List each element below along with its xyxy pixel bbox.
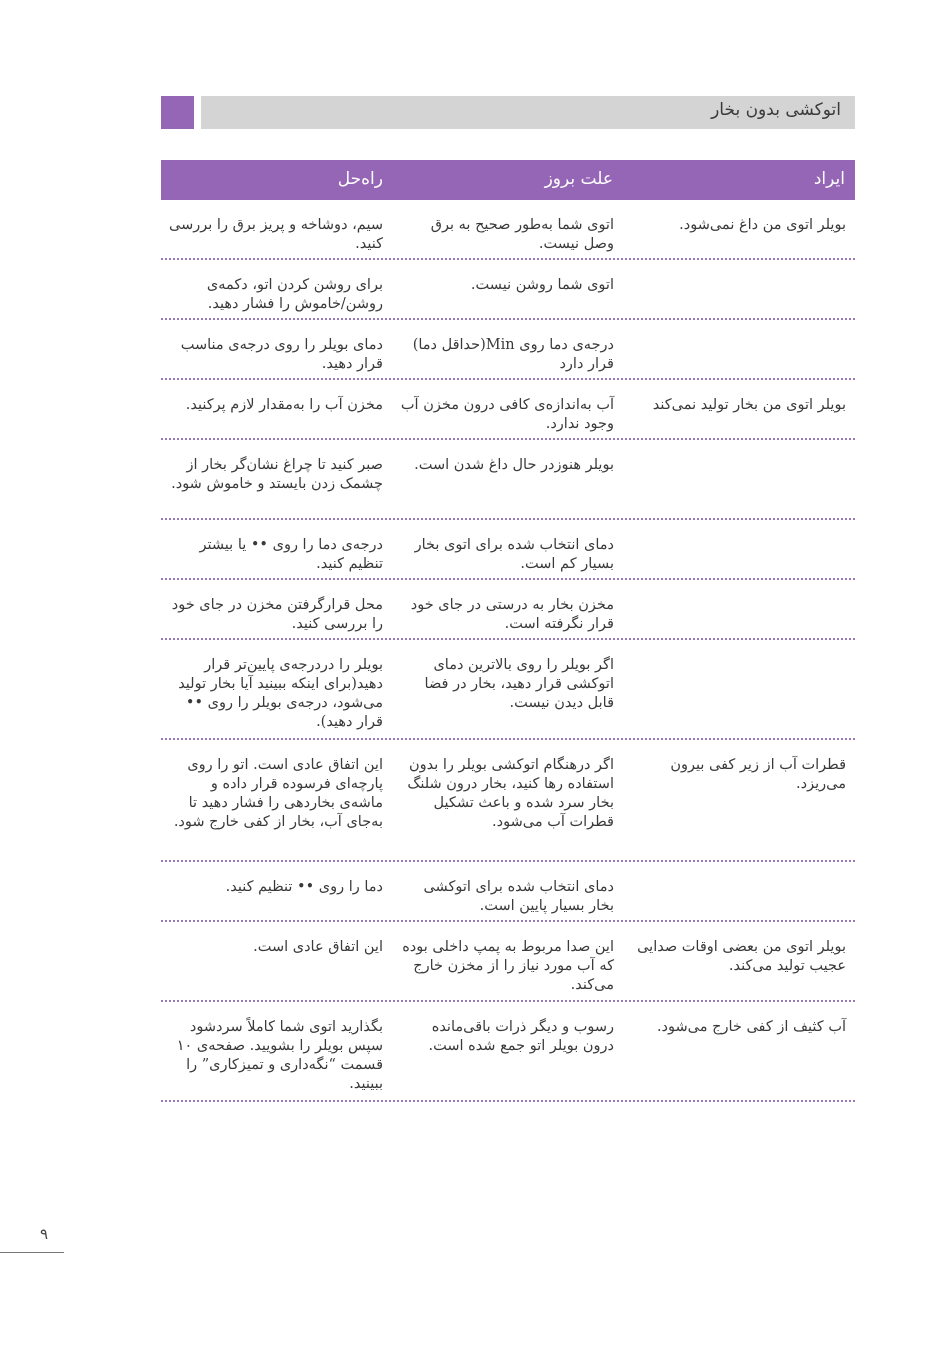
cause-cell: درجه‌ی دما روی Min(حداقل دما) قرار دارد <box>412 337 614 372</box>
solution-cell: بگذارید اتوی شما کاملاً سردشود سپس بویلر را بشویید. صفحه‌ی ۱۰ قسمت “نگه‌داری و تمیزکاری” را ببینید. <box>176 1019 383 1092</box>
section-title: اتوکشی بدون بخار <box>711 100 841 120</box>
header-issue: ایراد <box>813 169 845 189</box>
table-row <box>161 200 855 260</box>
solution-cell: برای روشن کردن اتو، دکمه‌ی روشن/خاموش را فشار دهید. <box>206 277 383 312</box>
table-row <box>161 380 855 440</box>
header-solution: راه‌حل <box>337 169 383 189</box>
cause-cell: دمای انتخاب شده برای اتوکشی بخار بسیار پایین است. <box>423 879 614 914</box>
table-row <box>161 580 855 640</box>
section-title-bar <box>201 96 855 129</box>
solution-cell: این اتفاق عادی است. اتو را روی پارچه‌ای فرسوده قرار داده و ماشه‌ی بخاردهی را فشار دهید تا به‌جای آب، بخار از کفی خارج شود. <box>173 757 383 830</box>
cause-cell: بویلر هنوزدر حال داغ شدن است. <box>414 457 614 473</box>
table-row <box>161 1002 855 1102</box>
solution-cell: دمای بویلر را روی درجه‌ی مناسب قرار دهید. <box>180 337 383 372</box>
page-number-rule <box>0 1252 64 1253</box>
solution-cell: دما را روی •• تنظیم کنید. <box>225 879 383 895</box>
cause-cell: دمای انتخاب شده برای اتوی بخار بسیار کم است. <box>414 537 614 572</box>
section-banner <box>161 96 855 129</box>
table-header <box>161 160 855 200</box>
cause-cell: اگر درهنگام اتوکشی بویلر را بدون استفاده رها کنید، بخار درون شلنگ بخار سرد شده و باعث تشکیل قطرات آب می‌شود. <box>407 757 614 830</box>
cause-cell: این صدا مربوط به پمپ داخلی بوده که آب مورد نیاز را از مخزن خارج می‌کند. <box>402 939 614 993</box>
cause-cell: اتوی شما به‌طور صحیح به برق وصل نیست. <box>430 217 614 252</box>
accent-square <box>161 96 194 129</box>
troubleshooting-table <box>161 200 855 1102</box>
table-row <box>161 520 855 580</box>
cause-cell: رسوب و دیگر ذرات باقی‌مانده درون بویلر اتو جمع شده است. <box>428 1019 614 1054</box>
cause-cell: آب به‌اندازه‌ی کافی درون مخزن آب وجود ندارد. <box>400 397 614 432</box>
table-row <box>161 440 855 520</box>
page-number: ۹ <box>40 1225 49 1243</box>
table-row <box>161 260 855 320</box>
issue-cell: بویلر اتوی من داغ نمی‌شود. <box>679 217 846 233</box>
solution-cell: بویلر را دردرجه‌ی پایین‌تر قرار دهید(برای اینکه ببینید آیا بخار تولید می‌شود، درجه‌ی بویلر را روی •• قرار دهید). <box>178 657 383 730</box>
issue-cell: بویلر اتوی من بخار تولید نمی‌کند <box>652 397 846 413</box>
table-row <box>161 740 855 862</box>
cause-cell: اگر بویلر را روی بالاترین دمای اتوکشی قرار دهید، بخار در فضا قابل دیدن نیست. <box>424 657 614 711</box>
table-row <box>161 862 855 922</box>
solution-cell: مخزن آب را به‌مقدار لازم پرکنید. <box>185 397 383 413</box>
solution-cell: سیم، دوشاخه و پریز برق را بررسی کنید. <box>169 217 383 252</box>
table-row <box>161 320 855 380</box>
cause-cell: اتوی شما روشن نیست. <box>470 277 614 293</box>
issue-cell: قطرات آب از زیر کفی بیرون می‌ریزد. <box>670 757 846 792</box>
cause-cell: مخزن بخار به درستی در جای خود قرار نگرفته است. <box>410 597 614 632</box>
table-row <box>161 640 855 740</box>
issue-cell: آب کثیف از کفی خارج می‌شود. <box>656 1019 846 1035</box>
solution-cell: درجه‌ی دما را روی •• یا بیشتر تنظیم کنید. <box>199 537 383 572</box>
solution-cell: این اتفاق عادی است. <box>253 939 383 955</box>
header-cause: علت بروز <box>544 169 613 189</box>
table-row <box>161 922 855 1002</box>
solution-cell: محل قرارگرفتن مخزن در جای خود را بررسی کنید. <box>171 597 383 632</box>
solution-cell: صبر کنید تا چراغ نشان‌گر بخار از چشمک زدن بایستد و خاموش شود. <box>171 457 383 492</box>
issue-cell: بویلر اتوی من بعضی اوقات صدایی عجیب تولید می‌کند. <box>637 939 846 974</box>
